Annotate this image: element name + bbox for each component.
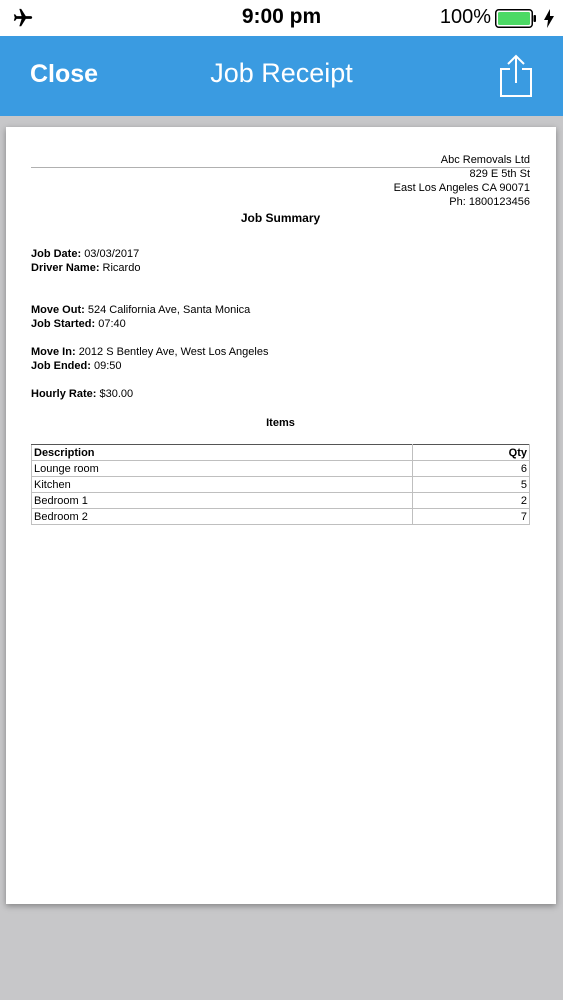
job-started-label: Job Started: [31,318,96,330]
status-time: 9:00 pm [241,5,322,28]
job-ended-value: 09:50 [93,360,122,372]
item-description: Lounge room [32,461,413,477]
job-date-value: 03/03/2017 [84,248,140,260]
charging-bolt-icon [543,9,555,28]
table-row [32,509,530,525]
job-started-value: 07:40 [98,318,126,330]
items-table [31,444,530,525]
company-street: 829 E 5th St [469,168,530,180]
company-details [31,153,530,209]
table-row [32,477,530,493]
job-date [31,247,530,261]
driver-name-label: Driver Name: [31,262,100,274]
battery-percent: 100% [439,6,491,28]
company-name: Abc Removals Ltd [440,154,530,166]
hourly-rate-value: $30.00 [99,388,134,400]
item-qty: 6 [413,461,530,477]
close-button[interactable]: Close [30,60,99,88]
item-description: Bedroom 2 [32,509,413,525]
move-out-label: Move Out: [31,304,85,316]
nav-bar [0,36,563,116]
job-ended [31,359,530,373]
table-row [32,461,530,477]
hourly-rate-label: Hourly Rate: [31,388,97,400]
item-qty: 7 [413,509,530,525]
table-row [32,493,530,509]
driver-name [31,261,530,275]
move-in-label: Move In: [31,346,76,358]
company-phone: Ph: 1800123456 [449,196,530,208]
item-qty: 5 [413,477,530,493]
job-date-label: Job Date: [31,248,82,260]
column-header-qty: Qty [413,445,530,461]
driver-name-value: Ricardo [102,262,141,274]
move-out [31,303,530,317]
job-started [31,317,530,331]
move-in-value: 2012 S Bentley Ave, West Los Angeles [78,346,269,358]
column-header-description: Description [32,445,413,461]
company-city: East Los Angeles CA 90071 [393,182,530,194]
status-bar [0,0,563,36]
page-title: Job Receipt [210,58,353,88]
job-summary-title: Job Summary [240,211,321,225]
item-description: Bedroom 1 [32,493,413,509]
receipt-document [6,127,556,904]
job-ended-label: Job Ended: [31,360,91,372]
battery-icon [495,9,537,28]
move-in [31,345,530,359]
move-out-value: 524 California Ave, Santa Monica [87,304,251,316]
table-header-row [32,445,530,461]
share-icon[interactable] [499,54,533,98]
receipt-content [31,151,530,525]
item-qty: 2 [413,493,530,509]
hourly-rate [31,387,530,401]
item-description: Kitchen [32,477,413,493]
items-title: Items [266,417,295,429]
